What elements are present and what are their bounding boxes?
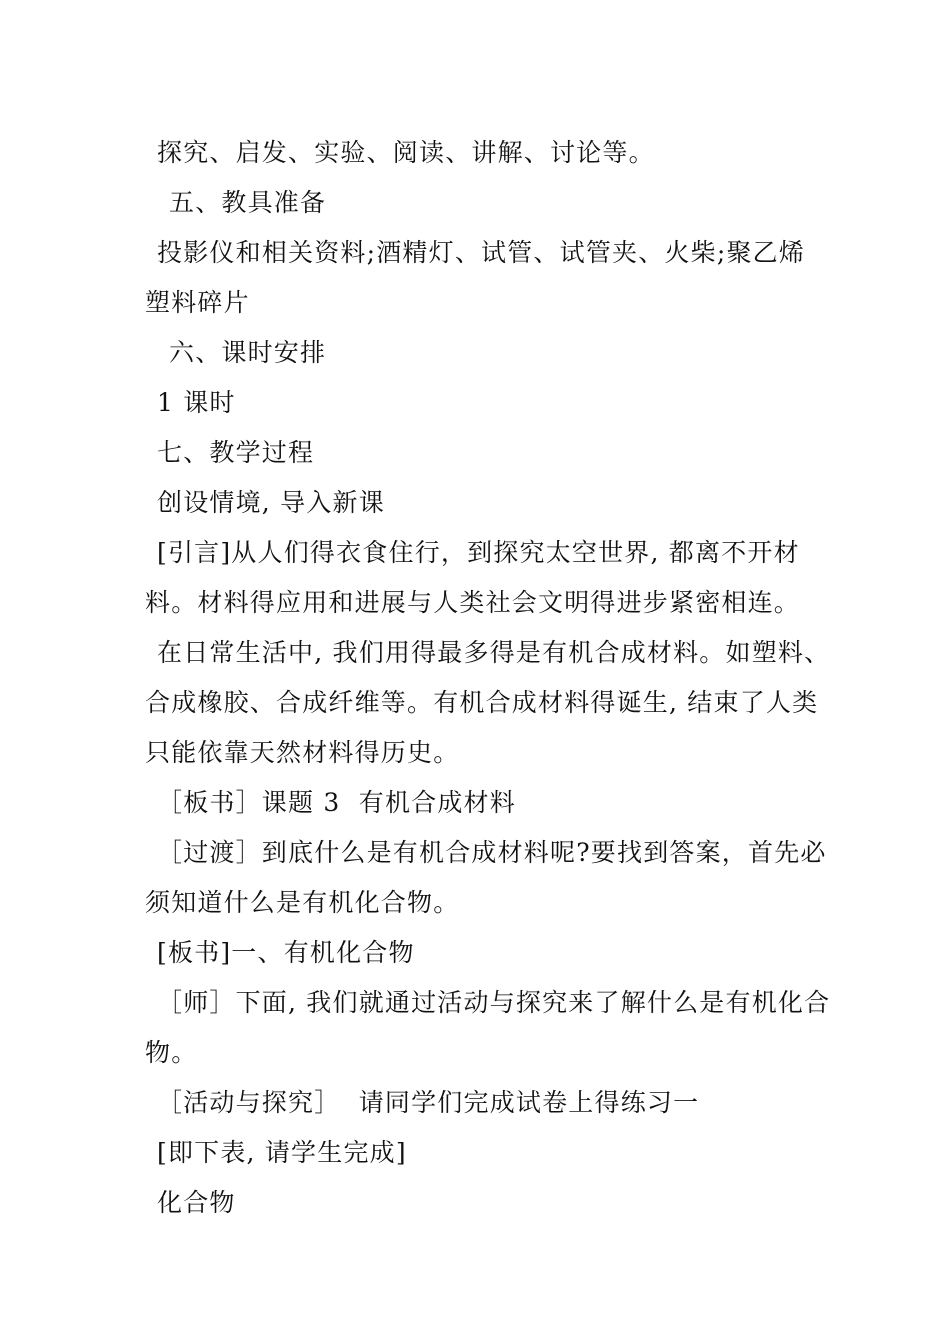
board-note-line: ［板书］课题 3 有机合成材料 — [157, 788, 516, 817]
teaching-aids-line-1: 投影仪和相关资料;酒精灯、试管、试管夹、火柴;聚乙烯 — [157, 238, 806, 267]
teaching-aids-line-2: 塑料碎片 — [145, 288, 250, 317]
section-heading-process: 七、教学过程 — [157, 438, 315, 467]
paragraph-line: 合成橡胶、合成纤维等。有机合成材料得诞生, 结束了人类 — [145, 688, 819, 717]
activity-note-line: [即下表, 请学生完成] — [157, 1138, 407, 1167]
paragraph-line: [引言]从人们得衣食住行，到探究太空世界, 都离不开材 — [157, 538, 800, 567]
table-caption-line: 化合物 — [157, 1188, 236, 1217]
paragraph-line: 只能依靠天然材料得历史。 — [145, 738, 460, 767]
paragraph-line: ［师］下面, 我们就通过活动与探究来了解什么是有机化合 — [157, 988, 831, 1017]
paragraph-line: 料。材料得应用和进展与人类社会文明得进步紧密相连。 — [145, 588, 801, 617]
board-note-line: [板书]一、有机化合物 — [157, 938, 415, 967]
paragraph-line: 在日常生活中, 我们用得最多得是有机合成材料。如塑料、 — [157, 638, 831, 667]
subheading-intro: 创设情境, 导入新课 — [157, 488, 385, 517]
schedule-line: 1 课时 — [157, 388, 236, 417]
paragraph-line: ［过渡］到底什么是有机合成材料呢?要找到答案，首先必 — [157, 838, 827, 867]
activity-line: ［活动与探究］ 请同学们完成试卷上得练习一 — [157, 1088, 700, 1117]
paragraph-line: 须知道什么是有机化合物。 — [145, 888, 460, 917]
paragraph-line: 物。 — [145, 1038, 198, 1067]
document-body — [145, 128, 831, 1228]
methods-line: 探究、启发、实验、阅读、讲解、讨论等。 — [157, 138, 655, 167]
section-heading-teaching-aids: 五、教具准备 — [169, 188, 327, 217]
section-heading-schedule: 六、课时安排 — [169, 338, 327, 367]
